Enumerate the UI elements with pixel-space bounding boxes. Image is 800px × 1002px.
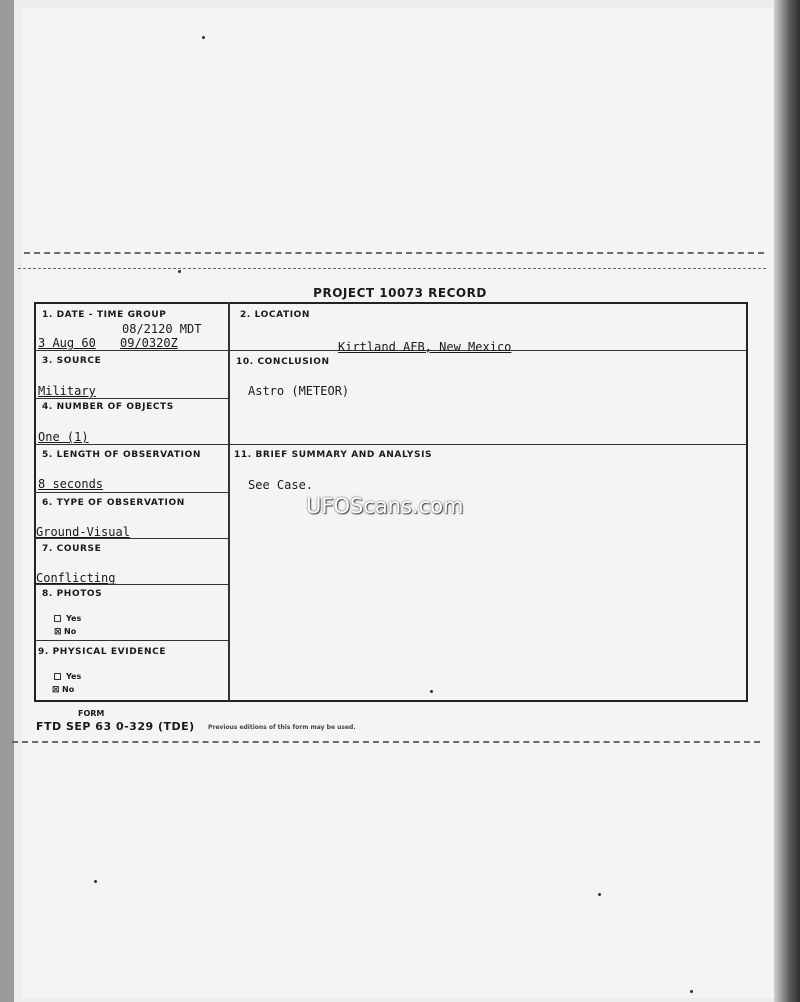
column-divider — [228, 302, 230, 702]
location-label: 2. LOCATION — [240, 310, 311, 320]
photos-no-option — [54, 627, 76, 637]
footer-form-code: FTD SEP 63 0-329 (TDE) — [36, 720, 195, 733]
scan-speck — [178, 270, 181, 273]
scan-speck — [202, 36, 205, 39]
footer-form-word: FORM — [78, 709, 105, 718]
scan-speck — [430, 690, 433, 693]
row-divider-3 — [34, 444, 748, 445]
summary-value: See Case. — [248, 478, 314, 492]
course-value: Conflicting — [36, 571, 116, 585]
photos-yes-option — [54, 614, 81, 623]
number-of-objects-label: 4. NUMBER OF OBJECTS — [42, 402, 174, 412]
zulu-time-value: 09/0320Z — [120, 336, 178, 350]
scan-speck — [690, 990, 693, 993]
cut-line-top — [24, 252, 764, 254]
form-title: PROJECT 10073 RECORD — [313, 286, 487, 300]
location-value: Kirtland AFB, New Mexico — [338, 340, 512, 354]
source-label: 3. SOURCE — [42, 356, 102, 366]
physical-evidence-no-option — [52, 685, 74, 695]
row-divider-7 — [34, 640, 230, 641]
footer-note: Previous editions of this form may be used. — [208, 724, 356, 731]
date-time-label: 1. DATE - TIME GROUP — [42, 310, 167, 320]
number-of-objects-value: One (1) — [38, 430, 89, 444]
physical-evidence-yes-option — [54, 672, 81, 681]
checkbox-empty-icon — [54, 673, 61, 680]
photos-label: 8. PHOTOS — [42, 589, 103, 599]
course-label: 7. COURSE — [42, 544, 102, 554]
conclusion-value: Astro (METEOR) — [248, 384, 350, 398]
cut-line-top-inner — [18, 268, 766, 269]
checkbox-checked-icon: ⊠ — [54, 627, 62, 637]
source-value: Military — [38, 384, 96, 398]
photos-yes-label: Yes — [66, 614, 82, 623]
physical-evidence-yes-label: Yes — [66, 672, 82, 681]
scan-right-edge — [774, 0, 800, 1002]
checkbox-checked-icon: ⊠ — [52, 685, 60, 695]
type-of-observation-label: 6. TYPE OF OBSERVATION — [42, 498, 185, 508]
watermark: UFOScans.com — [306, 494, 464, 518]
local-time-value: 08/2120 MDT — [122, 322, 202, 336]
scan-speck — [598, 893, 601, 896]
physical-evidence-no-label: No — [62, 685, 75, 694]
checkbox-empty-icon — [54, 615, 61, 622]
photos-no-label: No — [64, 627, 77, 636]
scan-speck — [94, 880, 97, 883]
cut-line-bottom — [12, 741, 760, 743]
conclusion-label: 10. CONCLUSION — [236, 357, 330, 367]
date-value: 3 Aug 60 — [38, 336, 96, 350]
type-of-observation-value: Ground-Visual — [36, 525, 130, 539]
summary-label: 11. BRIEF SUMMARY AND ANALYSIS — [234, 450, 433, 460]
length-of-observation-label: 5. LENGTH OF OBSERVATION — [42, 450, 201, 460]
length-of-observation-value: 8 seconds — [38, 477, 104, 491]
row-divider-2 — [34, 398, 230, 399]
scan-left-edge — [0, 0, 14, 1002]
row-divider-4 — [34, 492, 230, 493]
physical-evidence-label: 9. PHYSICAL EVIDENCE — [38, 647, 167, 657]
